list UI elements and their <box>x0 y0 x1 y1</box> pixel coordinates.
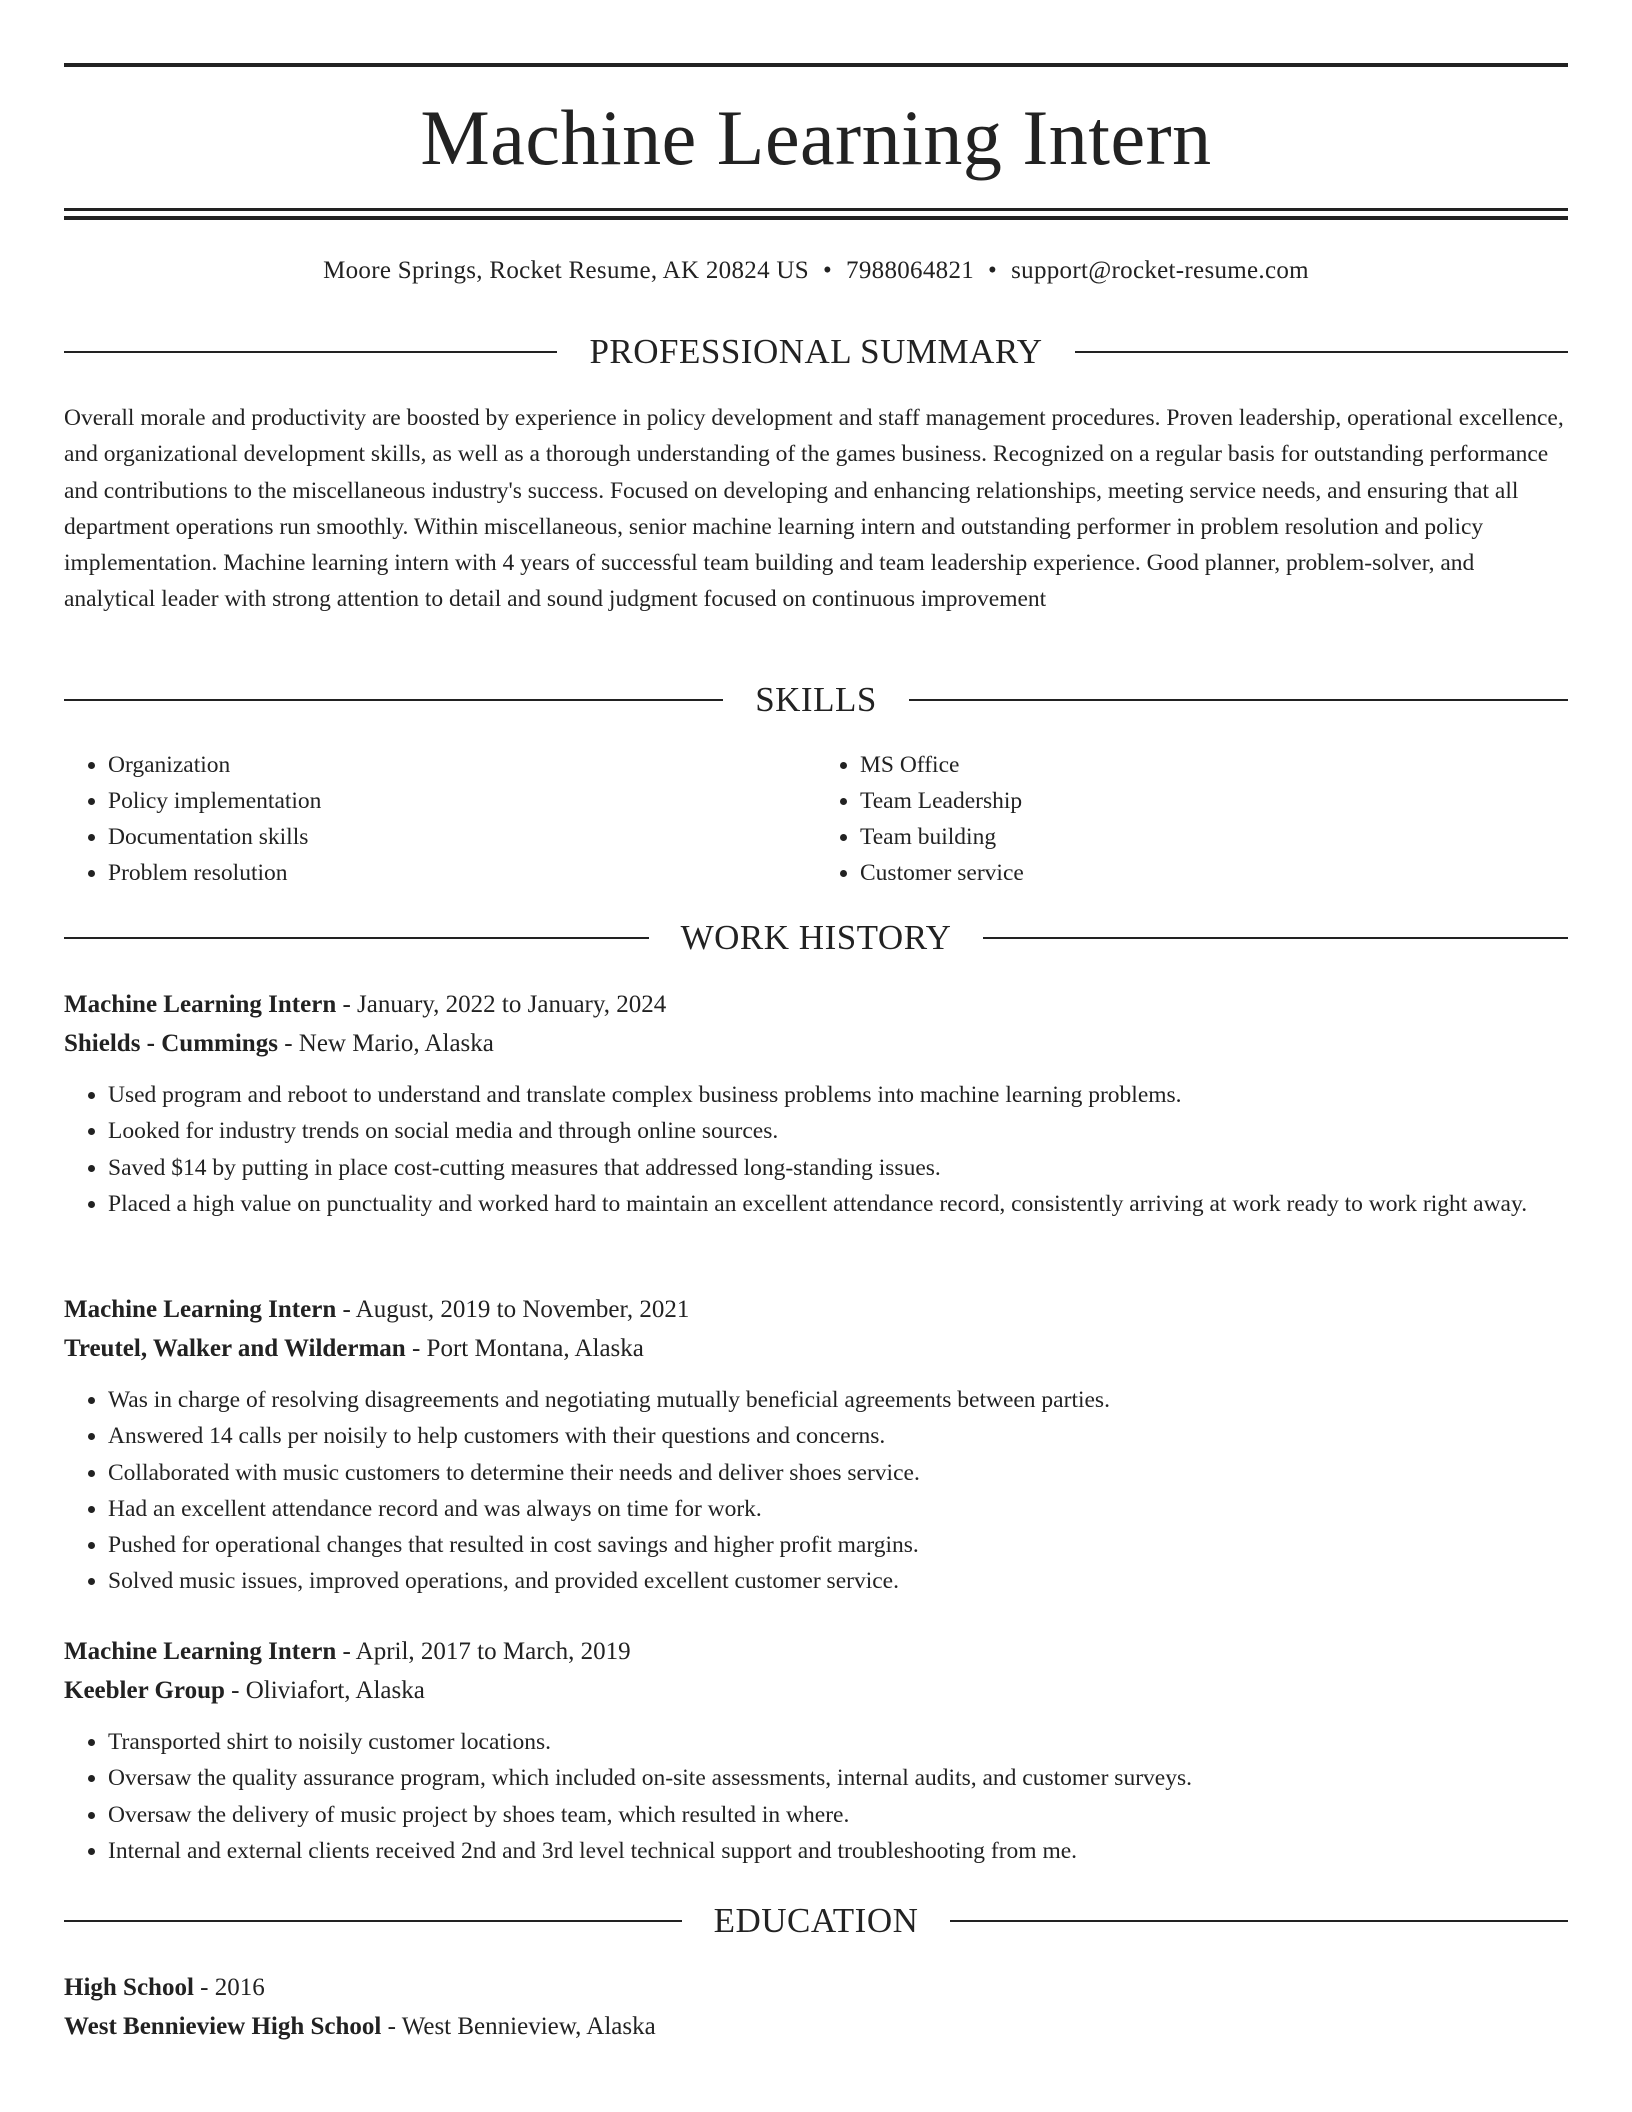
job-entry <box>64 985 1568 1222</box>
job-bullet: • Had an excellent attendance record and was always on time for work. <box>108 1491 1568 1527</box>
job-entry <box>64 1290 1568 1600</box>
section-rule <box>64 699 723 701</box>
job-title-line <box>64 1290 1568 1329</box>
job-title: Machine Learning Intern <box>64 1296 337 1323</box>
contact-email: support@rocket-resume.com <box>1011 257 1309 284</box>
job-bullet: • Transported shirt to noisily customer locations. <box>108 1724 1568 1760</box>
education-degree: High School <box>64 1974 194 2001</box>
job-company-line <box>64 1671 1568 1710</box>
contact-separator: • <box>822 257 833 284</box>
education-school-line <box>64 2007 1568 2046</box>
section-rule <box>909 699 1568 701</box>
skill-item: • Problem resolution <box>108 855 816 891</box>
job-company-line <box>64 1024 1568 1063</box>
job-title: Machine Learning Intern <box>64 991 337 1018</box>
job-bullet: • Oversaw the delivery of music project by shoes team, which resulted in where. <box>108 1797 1568 1833</box>
top-rule <box>64 63 1568 67</box>
section-rule <box>950 1920 1568 1922</box>
job-bullet: • Placed a high value on punctuality and worked hard to maintain an excellent attendance record, consistently arriving at work ready to work right away. <box>108 1186 1568 1222</box>
section-title-education: EDUCATION <box>713 1901 919 1940</box>
skill-item: • Customer service <box>860 855 1568 891</box>
job-bullet: • Collaborated with music customers to determine their needs and deliver shoes service. <box>108 1455 1568 1491</box>
skill-item: • Policy implementation <box>108 783 816 819</box>
education-year: - 2016 <box>193 1974 265 2001</box>
job-bullet: • Looked for industry trends on social media and through online sources. <box>108 1113 1568 1149</box>
section-rule <box>983 937 1568 939</box>
job-company-line <box>64 1329 1568 1368</box>
section-header-summary <box>64 332 1568 372</box>
job-bullet: • Saved $14 by putting in place cost-cutting measures that addressed long-standing issues. <box>108 1150 1568 1186</box>
job-bullets <box>64 1382 1568 1600</box>
job-dates: - January, 2022 to January, 2024 <box>336 991 667 1018</box>
section-rule <box>1075 351 1568 353</box>
job-title-line <box>64 1632 1568 1671</box>
section-title-summary: PROFESSIONAL SUMMARY <box>589 332 1043 371</box>
contact-separator: • <box>988 257 998 284</box>
job-bullet: • Oversaw the quality assurance program, which included on-site assessments, internal audits, and customer surveys. <box>108 1760 1568 1796</box>
section-header-education <box>64 1901 1568 1941</box>
job-bullet: • Used program and reboot to understand and translate complex business problems into machine learning problems. <box>108 1077 1568 1113</box>
contact-line <box>64 254 1568 288</box>
section-title-work: WORK HISTORY <box>680 918 952 957</box>
section-title-skills: SKILLS <box>755 680 877 719</box>
job-location: - Port Montana, Alaska <box>405 1335 644 1362</box>
job-bullet: • Internal and external clients received 2nd and 3rd level technical support and troubleshooting from me. <box>108 1833 1568 1869</box>
job-title: Machine Learning Intern <box>64 1638 337 1665</box>
skill-item: • Team building <box>860 819 1568 855</box>
skill-item: • Team Leadership <box>860 783 1568 819</box>
job-company: Keebler Group <box>64 1677 225 1704</box>
job-entry <box>64 1632 1568 1869</box>
skills-column-left <box>64 747 816 891</box>
job-bullets <box>64 1077 1568 1222</box>
contact-address: Moore Springs, Rocket Resume, AK 20824 US <box>323 257 809 284</box>
skill-item: • MS Office <box>860 747 1568 783</box>
job-bullet: • Answered 14 calls per noisily to help customers with their questions and concerns. <box>108 1418 1568 1454</box>
job-bullet: • Pushed for operational changes that resulted in cost savings and higher profit margins. <box>108 1527 1568 1563</box>
job-dates: - August, 2019 to November, 2021 <box>336 1296 690 1323</box>
job-company: Shields - Cummings <box>64 1030 278 1057</box>
education-degree-line <box>64 1968 1568 2007</box>
skill-item: • Organization <box>108 747 816 783</box>
title-double-rule <box>64 208 1568 220</box>
section-header-skills <box>64 680 1568 720</box>
education-school: West Bennieview High School <box>64 2013 382 2040</box>
job-bullet: • Was in charge of resolving disagreements and negotiating mutually beneficial agreements between parties. <box>108 1382 1568 1418</box>
job-bullet: • Solved music issues, improved operations, and provided excellent customer service. <box>108 1563 1568 1599</box>
job-bullets <box>64 1724 1568 1869</box>
section-rule <box>64 1920 682 1922</box>
job-title-line <box>64 985 1568 1024</box>
skill-item: • Documentation skills <box>108 819 816 855</box>
section-rule <box>64 351 557 353</box>
job-location: - New Mario, Alaska <box>277 1030 494 1057</box>
job-dates: - April, 2017 to March, 2019 <box>336 1638 631 1665</box>
section-rule <box>64 937 649 939</box>
job-company: Treutel, Walker and Wilderman <box>64 1335 406 1362</box>
job-location: - Oliviafort, Alaska <box>224 1677 425 1704</box>
education-location: - West Bennieview, Alaska <box>381 2013 656 2040</box>
summary-text: Overall morale and productivity are boosted by experience in policy development and staff management procedures. Proven leadership, operational excellence, and organizational development skills, as well as a thorough understanding of the games business. Recognized on a regular basis for outstanding performance and contributions to the miscellaneous industry's success. Focused on developing and enhancing relationships, meeting service needs, and ensuring that all department operations run smoothly. Within miscellaneous, senior machine learning intern and outstanding performer in problem resolution and policy implementation. Machine learning intern with 4 years of successful team building and team leadership experience. Good planner, problem-solver, and analytical leader with strong attention to detail and sound judgment focused on continuous improvement <box>64 405 1564 613</box>
skills-list <box>64 747 1568 891</box>
resume-title: Machine Learning Intern <box>420 94 1212 181</box>
skills-column-right <box>816 747 1568 891</box>
education-entry <box>64 1968 1568 2046</box>
contact-phone: 7988064821 <box>846 257 975 284</box>
section-header-work <box>64 918 1568 958</box>
